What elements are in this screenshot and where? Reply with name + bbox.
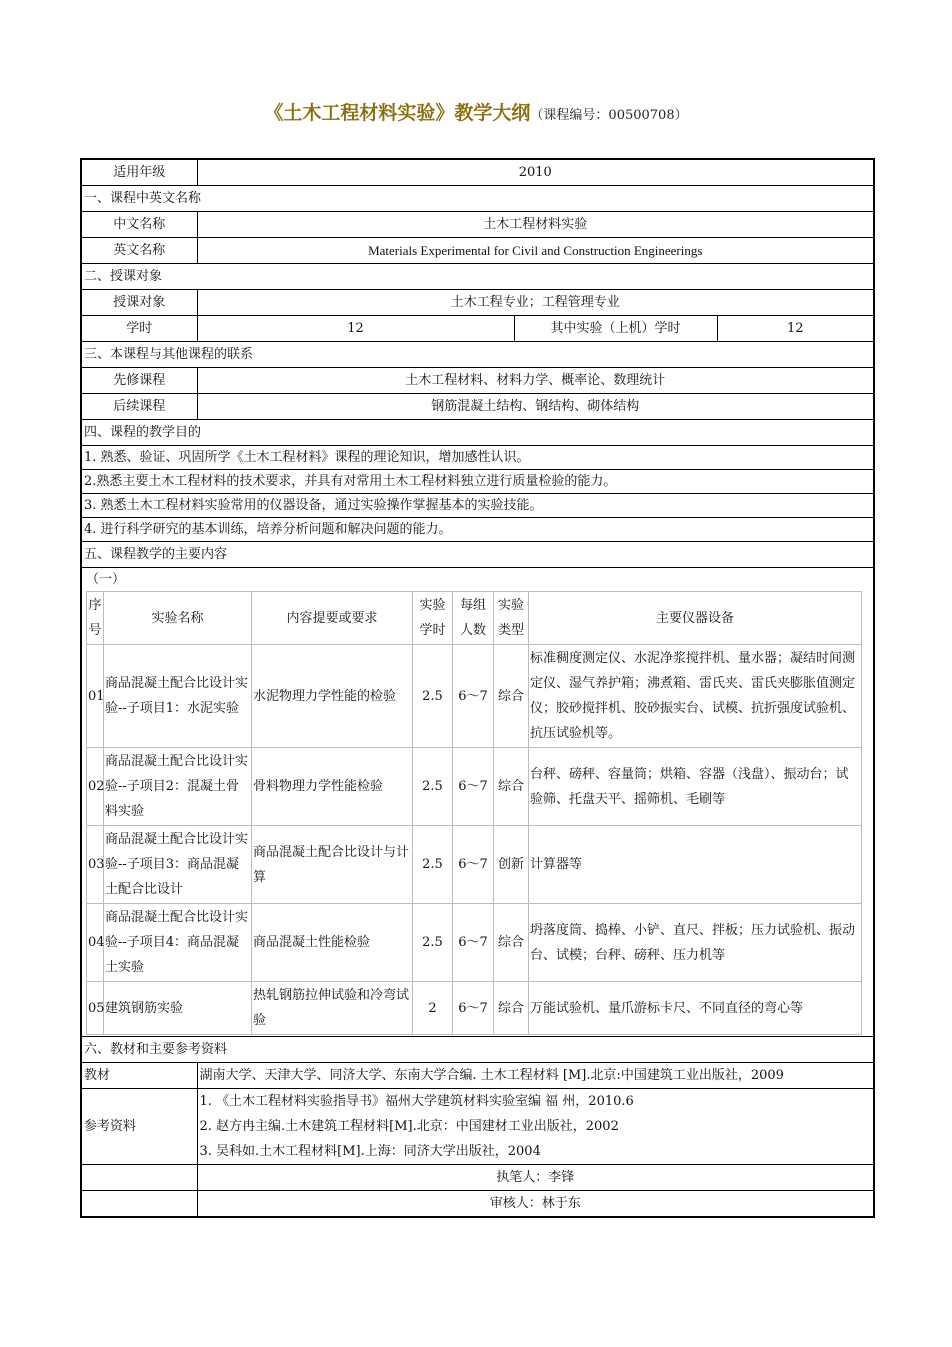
exp-content: 骨料物理力学性能检验: [252, 748, 413, 826]
header-equip: 主要仪器设备: [529, 592, 862, 645]
exp-group: 6～7: [453, 748, 494, 826]
exp-group: 6～7: [453, 826, 494, 904]
experiment-row: [87, 904, 862, 982]
document-title: [0, 98, 952, 125]
reference-list: [197, 1089, 874, 1165]
exp-hours: 2.5: [413, 645, 453, 748]
sub-heading: （一）: [86, 572, 126, 587]
exp-content: 商品混凝土性能检验: [252, 904, 413, 982]
target-value: 土木工程专业；工程管理专业: [197, 290, 874, 316]
exp-hours: 2.5: [413, 826, 453, 904]
exp-content: 热轧钢筋拉伸试验和冷弯试验: [252, 982, 413, 1035]
header-content: 内容提要或要求: [252, 592, 413, 645]
exp-no: 01: [87, 645, 104, 748]
exp-name: 商品混凝土配合比设计实验--子项目2：混凝土骨料实验: [104, 748, 252, 826]
author: 执笔人：李锋: [197, 1165, 874, 1191]
exp-group: 6～7: [453, 645, 494, 748]
exp-equip: 万能试验机、量爪游标卡尺、不同直径的弯心等: [529, 982, 862, 1035]
experiment-row: [87, 826, 862, 904]
goal-item: 1. 熟悉、验证、巩固所学《土木工程材料》课程的理论知识，增加感性认识。: [81, 446, 874, 470]
prereq-value: 土木工程材料、材料力学、概率论、数理统计: [197, 368, 874, 394]
header-group: 每组人数: [453, 592, 494, 645]
grade-label: 适用年级: [81, 159, 197, 186]
reviewer-blank: [81, 1191, 197, 1218]
exp-no: 02: [87, 748, 104, 826]
experiment-table: [86, 591, 862, 1035]
exp-name: 商品混凝土配合比设计实验--子项目3：商品混凝土配合比设计: [104, 826, 252, 904]
section-heading-6: 六、教材和主要参考资料: [81, 1037, 874, 1063]
exp-hours: 2.5: [413, 904, 453, 982]
section-heading-2: 二、授课对象: [81, 264, 874, 290]
exp-type: 综合: [494, 982, 529, 1035]
exp-type: 综合: [494, 904, 529, 982]
goal-item: 3. 熟悉土木工程材料实验常用的仪器设备，通过实验操作掌握基本的实验技能。: [81, 494, 874, 518]
course-title: 《土木工程材料实验》教学大纲: [264, 102, 531, 124]
exp-type: 创新: [494, 826, 529, 904]
textbook-label: 教材: [81, 1063, 197, 1089]
header-hours: 实验学时: [413, 592, 453, 645]
target-label: 授课对象: [81, 290, 197, 316]
exp-equip: 坍落度筒、捣棒、小铲、直尺、拌板；压力试验机、振动台、试模；台秤、磅秤、压力机等: [529, 904, 862, 982]
exp-no: 04: [87, 904, 104, 982]
exp-group: 6～7: [453, 982, 494, 1035]
goal-item: 4. 进行科学研究的基本训练，培养分析问题和解决问题的能力。: [81, 518, 874, 542]
hours-value: 12: [197, 316, 514, 342]
experiment-row: [87, 645, 862, 748]
exp-group: 6～7: [453, 904, 494, 982]
exp-hours: 2: [413, 982, 453, 1035]
hours-label: 学时: [81, 316, 197, 342]
reviewer: 审核人：林于东: [197, 1191, 874, 1218]
reference-label: 参考资料: [81, 1089, 197, 1165]
grade-value: 2010: [197, 159, 874, 186]
author-blank: [81, 1165, 197, 1191]
exp-type: 综合: [494, 748, 529, 826]
header-no: 序号: [87, 592, 104, 645]
lab-hours-value: 12: [717, 316, 874, 342]
exp-content: 商品混凝土配合比设计与计算: [252, 826, 413, 904]
prereq-label: 先修课程: [81, 368, 197, 394]
experiment-header-row: [87, 592, 862, 645]
exp-equip: 计算器等: [529, 826, 862, 904]
section-heading-3: 三、本课程与其他课程的联系: [81, 342, 874, 368]
textbook-value: 湖南大学、天津大学、同济大学、东南大学合编. 土木工程材料 [M].北京:中国建筑工业出版社，2009: [197, 1063, 874, 1089]
reference-item: 3. 吴科如.土木工程材料[M].上海：同济大学出版社，2004: [199, 1144, 541, 1159]
exp-name: 商品混凝土配合比设计实验--子项目4：商品混凝土实验: [104, 904, 252, 982]
cn-name-value: 土木工程材料实验: [197, 212, 874, 238]
header-type: 实验类型: [494, 592, 529, 645]
lab-hours-label: 其中实验（上机）学时: [514, 316, 717, 342]
syllabus-table: [80, 158, 875, 1218]
exp-type: 综合: [494, 645, 529, 748]
section-heading-4: 四、课程的教学目的: [81, 420, 874, 446]
exp-name: 商品混凝土配合比设计实验--子项目1：水泥实验: [104, 645, 252, 748]
goal-item: 2.熟悉主要土木工程材料的技术要求，并具有对常用土木工程材料独立进行质量检验的能力。: [81, 470, 874, 494]
section-heading-5: 五、课程教学的主要内容: [81, 542, 874, 568]
cn-name-label: 中文名称: [81, 212, 197, 238]
exp-no: 05: [87, 982, 104, 1035]
followup-label: 后续课程: [81, 394, 197, 420]
exp-no: 03: [87, 826, 104, 904]
section-heading-1: 一、课程中英文名称: [81, 186, 874, 212]
exp-equip: 标准稠度测定仪、水泥净浆搅拌机、量水器；凝结时间测定仪、湿气养护箱；沸煮箱、雷氏夹、雷氏夹膨胀值测定仪；胶砂搅拌机、胶砂振实台、试模、抗折强度试验机、抗压试验机等。: [529, 645, 862, 748]
content-section: [81, 568, 874, 1037]
reference-item: 2. 赵方冉主编.土木建筑工程材料[M].北京：中国建材工业出版社，2002: [199, 1119, 619, 1134]
course-code: （课程编号：00500708）: [530, 108, 688, 123]
exp-name: 建筑钢筋实验: [104, 982, 252, 1035]
exp-content: 水泥物理力学性能的检验: [252, 645, 413, 748]
en-name-value: Materials Experimental for Civil and Construction Engineerings: [197, 238, 874, 264]
followup-value: 钢筋混凝土结构、钢结构、砌体结构: [197, 394, 874, 420]
en-name-label: 英文名称: [81, 238, 197, 264]
experiment-row: [87, 748, 862, 826]
grade-row: [81, 159, 874, 186]
exp-hours: 2.5: [413, 748, 453, 826]
exp-equip: 台秤、磅秤、容量筒；烘箱、容器（浅盘）、振动台；试验筛、托盘天平、摇筛机、毛刷等: [529, 748, 862, 826]
reference-item: 1. 《土木工程材料实验指导书》福州大学建筑材料实验室编 福 州，2010.6: [199, 1094, 634, 1109]
experiment-row: [87, 982, 862, 1035]
header-name: 实验名称: [104, 592, 252, 645]
